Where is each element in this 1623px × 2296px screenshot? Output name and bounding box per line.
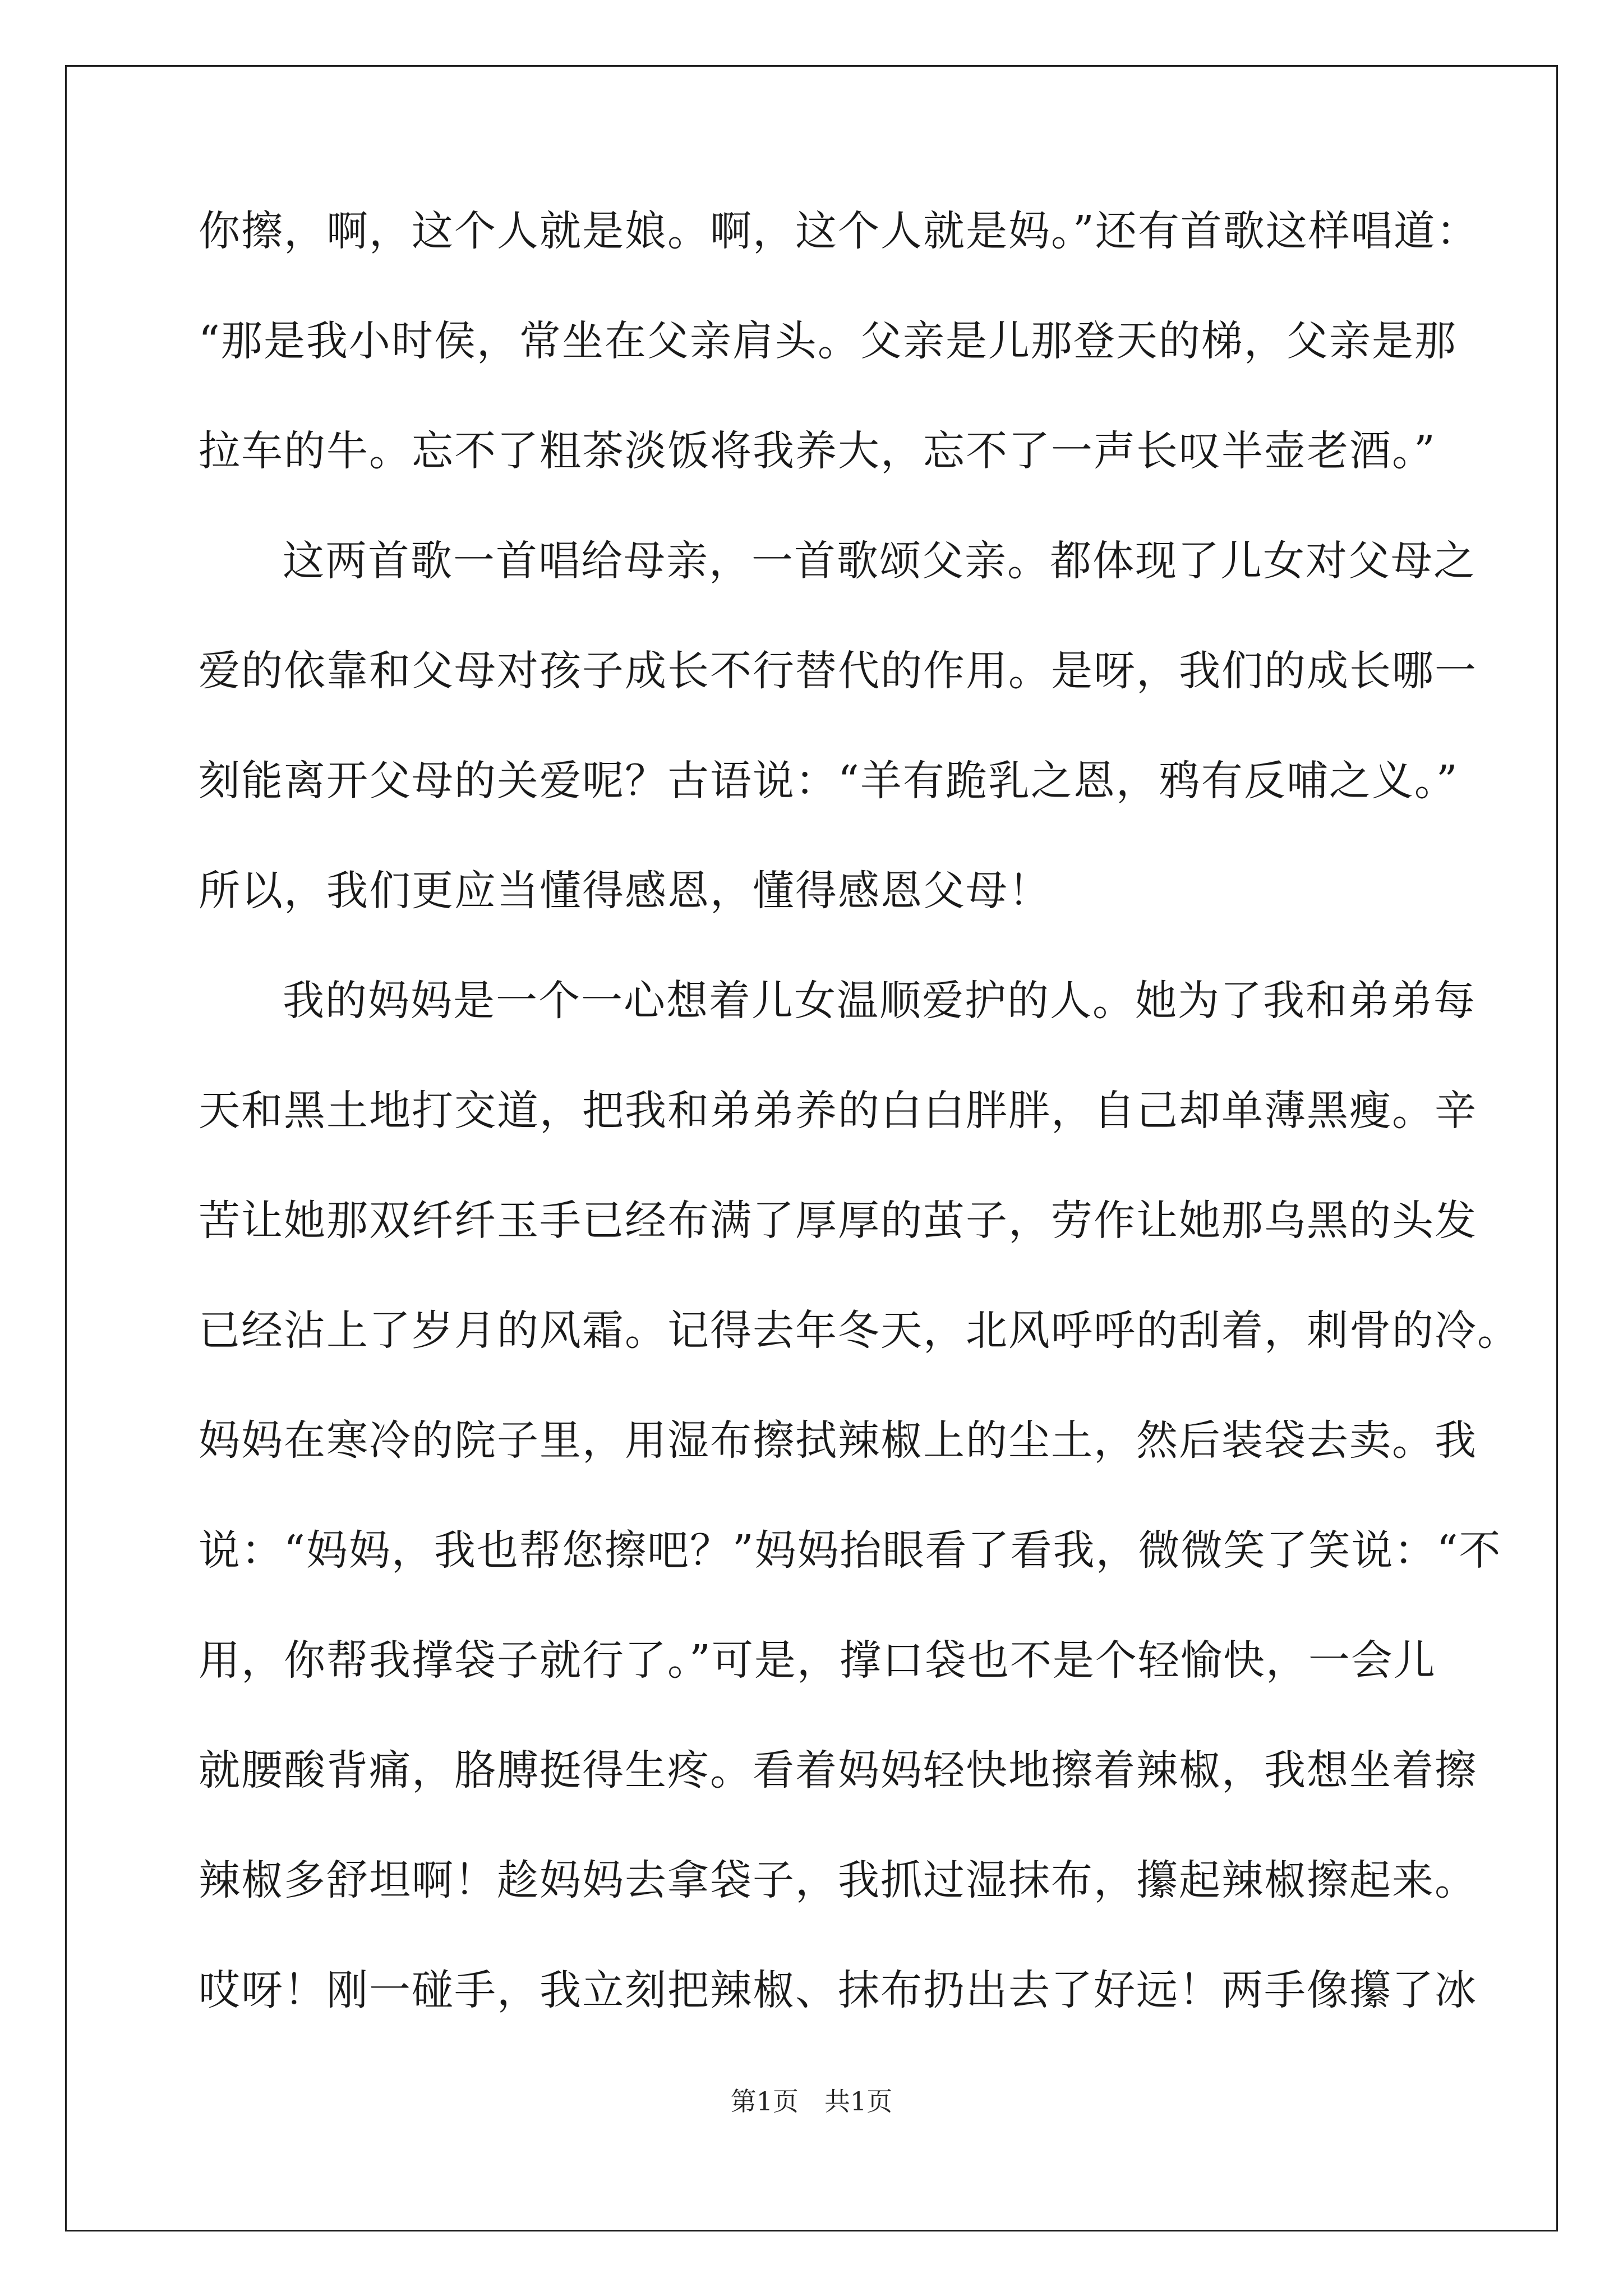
text-line: 苦让她那双纤纤玉手已经布满了厚厚的茧子，劳作让她那乌黑的头发 [199,1197,1477,1245]
text-line: 所以，我们更应当懂得感恩，懂得感恩父母！ [199,867,1051,915]
text-line: 拉车的牛。忘不了粗茶淡饭将我养大，忘不了一声长叹半壶老酒。” [199,427,1436,475]
text-line: 已经沾上了岁月的风霜。记得去年冬天，北风呼呼的刮着，刺骨的冷。 [199,1306,1520,1355]
text-line: “那是我小时侯，常坐在父亲肩头。父亲是儿那登天的梯，父亲是那 [199,317,1457,365]
page-footer [0,2085,1623,2118]
text-line: 哎呀！刚一碰手，我立刻把辣椒、抹布扔出去了好远！两手像攥了冰 [199,1966,1477,2014]
paragraph-first-line: 这两首歌一首唱给母亲，一首歌颂父亲。都体现了儿女对父母之 [283,537,1476,585]
text-line: 刻能离开父母的关爱呢？古语说：“羊有跪乳之恩，鸦有反哺之义。” [199,757,1459,805]
text-line: 你擦，啊，这个人就是娘。啊，这个人就是妈。”还有首歌这样唱道： [199,207,1479,255]
text-line: 就腰酸背痛，胳膊挺得生疼。看着妈妈轻快地擦着辣椒，我想坐着擦 [199,1746,1477,1795]
page-number: 第1页 共1页 [730,2086,893,2116]
text-line: 说：“妈妈，我也帮您擦吧？”妈妈抬眼看了看我，微微笑了笑说：“不 [199,1526,1502,1575]
text-line: 用，你帮我撑袋子就行了。”可是，撑口袋也不是个轻愉快，一会儿 [199,1636,1436,1685]
text-line: 辣椒多舒坦啊！趁妈妈去拿袋子，我抓过湿抹布，攥起辣椒擦起来。 [199,1856,1477,1904]
text-line: 爱的依靠和父母对孩子成长不行替代的作用。是呀，我们的成长哪一 [199,647,1477,695]
text-line: 天和黑土地打交道，把我和弟弟养的白白胖胖，自己却单薄黑瘦。辛 [199,1087,1477,1135]
paragraph-first-line: 我的妈妈是一个一心想着儿女温顺爱护的人。她为了我和弟弟每 [283,977,1476,1025]
text-line: 妈妈在寒冷的院子里，用湿布擦拭辣椒上的尘土，然后装袋去卖。我 [199,1416,1477,1465]
